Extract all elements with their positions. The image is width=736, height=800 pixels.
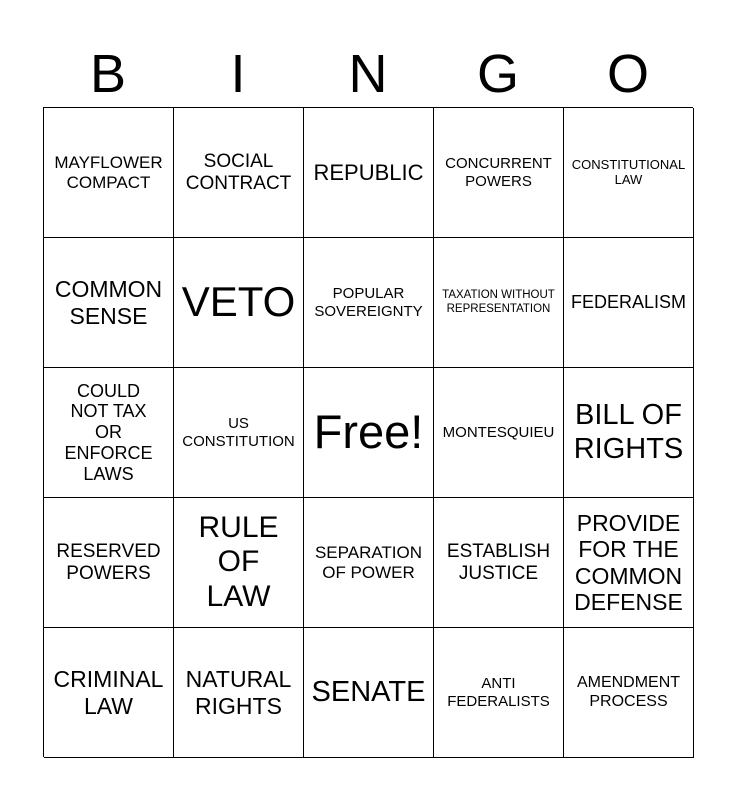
bingo-cell-label: BILL OF RIGHTS: [573, 399, 684, 465]
header-letter-i: I: [230, 44, 246, 104]
bingo-cell[interactable]: [304, 238, 434, 368]
bingo-cell-label: MONTESQUIEU: [442, 423, 555, 441]
bingo-cell[interactable]: [174, 498, 304, 628]
bingo-cell-label: RULE OF LAW: [198, 510, 279, 613]
bingo-cell[interactable]: [174, 628, 304, 758]
bingo-cell-label: TAXATION WITHOUT REPRESENTATION: [442, 289, 555, 315]
bingo-cell-label: SEPARATION OF POWER: [314, 542, 423, 582]
bingo-cell[interactable]: [564, 498, 694, 628]
bingo-header: [43, 40, 693, 108]
bingo-cell-label: ANTI FEDERALISTS: [447, 675, 550, 710]
bingo-cell-label: AMENDMENT PROCESS: [576, 674, 681, 710]
bingo-cell[interactable]: [564, 368, 694, 498]
bingo-cell-label: VETO: [181, 278, 296, 326]
bingo-cell[interactable]: [434, 498, 564, 628]
header-letter-b: B: [89, 44, 127, 104]
bingo-cell[interactable]: [304, 628, 434, 758]
header-letter-g: G: [476, 44, 519, 104]
bingo-cell[interactable]: [434, 108, 564, 238]
bingo-cell-label: US CONSTITUTION: [182, 415, 295, 450]
bingo-cell-label: FEDERALISM: [570, 292, 687, 313]
bingo-cell[interactable]: [44, 498, 174, 628]
bingo-cell[interactable]: [44, 628, 174, 758]
bingo-cell-label: PROVIDE FOR THE COMMON DEFENSE: [574, 509, 683, 615]
bingo-cell-label: ESTABLISH JUSTICE: [446, 540, 551, 584]
bingo-cell[interactable]: [304, 108, 434, 238]
bingo-cell-label: RESERVED POWERS: [56, 540, 161, 584]
bingo-cell[interactable]: [44, 238, 174, 368]
header-letter-o: O: [606, 44, 649, 104]
bingo-cell-label: CONCURRENT POWERS: [445, 155, 552, 190]
bingo-cell[interactable]: [174, 368, 304, 498]
bingo-cell[interactable]: [174, 238, 304, 368]
bingo-cell[interactable]: [434, 238, 564, 368]
bingo-cell[interactable]: [564, 628, 694, 758]
bingo-cell-label: COMMON SENSE: [54, 276, 163, 329]
bingo-cell-label: NATURAL RIGHTS: [185, 666, 292, 719]
bingo-cell-label: Free!: [313, 405, 424, 459]
bingo-cell-label: SENATE: [311, 675, 426, 708]
bingo-cell[interactable]: [304, 498, 434, 628]
bingo-cell[interactable]: [44, 108, 174, 238]
bingo-cell-label: CONSTITUTIONAL LAW: [571, 156, 686, 187]
free-space-cell[interactable]: [304, 368, 434, 498]
bingo-cell[interactable]: [434, 368, 564, 498]
bingo-cell-label: CRIMINAL LAW: [53, 666, 164, 719]
bingo-cell-label: POPULAR SOVEREIGNTY: [314, 285, 423, 320]
bingo-cell-label: MAYFLOWER COMPACT: [54, 152, 163, 192]
bingo-cell-label: COULD NOT TAX OR ENFORCE LAWS: [64, 380, 153, 484]
bingo-cell[interactable]: [564, 238, 694, 368]
bingo-cell[interactable]: [564, 108, 694, 238]
bingo-cell-label: REPUBLIC: [313, 159, 424, 185]
bingo-cell-label: SOCIAL CONTRACT: [185, 150, 292, 194]
bingo-cell[interactable]: [44, 368, 174, 498]
bingo-cell[interactable]: [174, 108, 304, 238]
bingo-cell[interactable]: [434, 628, 564, 758]
bingo-board: [43, 107, 693, 757]
header-letter-n: N: [348, 44, 388, 104]
